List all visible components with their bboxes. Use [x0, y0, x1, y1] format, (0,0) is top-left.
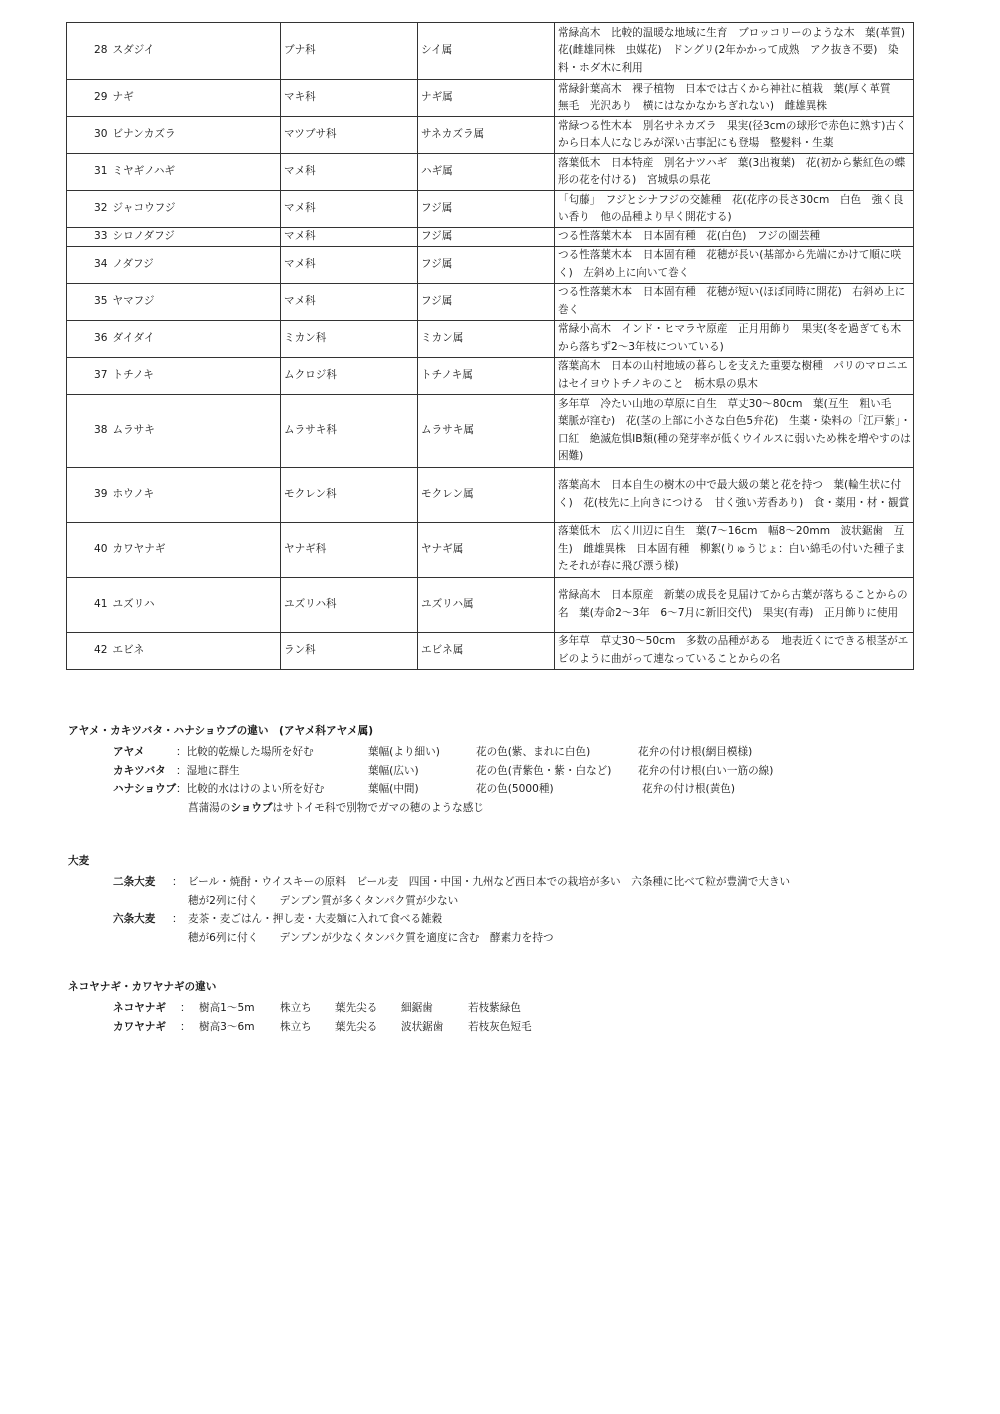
barley-row-nijo-2 — [68, 892, 459, 911]
iris-name: カキツバタ — [113, 764, 166, 777]
iris-habitat: ：比較的乾燥した場所を好む — [176, 746, 314, 758]
plant-description: つる性落葉木本 日本固有種 花穂が長い(基部から先端にかけて順に咲く) 左斜め上に向いて巻く — [555, 246, 914, 283]
plant-genus: フジ属 — [418, 246, 555, 283]
plant-family: ラン科 — [281, 632, 418, 669]
table-row — [67, 228, 914, 247]
plant-family: マメ科 — [281, 246, 418, 283]
plant-genus: シイ属 — [418, 23, 555, 80]
row-number: 38 — [67, 394, 110, 467]
table-row — [67, 577, 914, 632]
iris-section — [68, 722, 774, 817]
plant-family: マキ科 — [281, 80, 418, 117]
table-row — [67, 357, 914, 394]
row-number: 35 — [67, 283, 110, 320]
barley-row-rokujo — [68, 910, 443, 929]
plant-name: ヤマフジ — [110, 283, 281, 320]
plant-genus: ハギ属 — [418, 154, 555, 191]
plant-name: トチノキ — [110, 357, 281, 394]
plant-genus: ユズリハ属 — [418, 577, 555, 632]
iris-note-bold: ショウブ — [230, 801, 273, 814]
row-number: 32 — [67, 191, 110, 228]
iris-flower: 花の色(紫、まれに白色) — [476, 746, 591, 758]
willow-teeth: 波状鋸歯 — [401, 1020, 444, 1033]
plant-name: カワヤナギ — [110, 522, 281, 577]
plant-name: ムラサキ — [110, 394, 281, 467]
iris-base: 花弁の付け根(白い一筋の線) — [638, 764, 774, 777]
plant-genus: サネカズラ属 — [418, 117, 555, 154]
willow-form: 株立ち — [280, 1020, 312, 1033]
iris-note-prefix: 菖蒲湯の — [188, 801, 231, 814]
plant-description: 落葉低木 日本特産 別名ナツハギ 葉(3出複葉) 花(初から紫紅色の蝶形の花を付ける) 宮城県の県花 — [555, 154, 914, 191]
barley-row-nijo — [68, 873, 791, 892]
barley-name: 六条大麦 — [113, 913, 156, 925]
row-number: 37 — [67, 357, 110, 394]
plant-family: ムクロジ科 — [281, 357, 418, 394]
plant-name: ホウノキ — [110, 467, 281, 522]
plant-family: モクレン科 — [281, 467, 418, 522]
plant-description: 常緑高木 比較的温暖な地域に生育 ブロッコリーのような木 葉(革質) 花(雌雄同株 虫媒花) ドングリ(2年かかって成熟 アク抜き不要) 染料・ホダ木に利用 — [555, 23, 914, 80]
plant-description: 落葉高木 日本の山村地域の暮らしを支えた重要な樹種 パリのマロニエはセイヨウトチノキのこと 栃木県の県木 — [555, 357, 914, 394]
plant-name: ミヤギノハギ — [110, 154, 281, 191]
row-number: 42 — [67, 632, 110, 669]
plant-name: ジャコウフジ — [110, 191, 281, 228]
willow-branch: 若枝灰色短毛 — [468, 1020, 532, 1033]
iris-leaf: 葉幅(広い) — [368, 764, 419, 777]
table-row — [67, 467, 914, 522]
plant-genus: フジ属 — [418, 191, 555, 228]
table-row — [67, 283, 914, 320]
barley-line2: 穂が2列に付く デンプン質が多くタンパク質が少ない — [188, 894, 459, 907]
table-row — [67, 320, 914, 357]
plant-description: 多年草 冷たい山地の草原に自生 草丈30〜80cm 葉(互生 粗い毛 葉脈が窪む) 花(茎の上部に小さな白色5弁花) 生薬・染料の「江戸紫」・口紅 絶滅危惧IB類(種の発芽率が低くウイルスに弱いため株を増やすのは困難) — [555, 394, 914, 467]
willow-height: 樹高1〜5m — [199, 1002, 255, 1014]
table-row — [67, 246, 914, 283]
plant-family: マメ科 — [281, 154, 418, 191]
iris-note-text — [188, 799, 484, 818]
barley-colon: ： — [172, 913, 183, 925]
plant-name: ダイダイ — [110, 320, 281, 357]
row-number: 31 — [67, 154, 110, 191]
row-number: 28 — [67, 23, 110, 80]
willow-title: ネコヤナギ・カワヤナギの違い — [68, 981, 217, 993]
plant-family: ユズリハ科 — [281, 577, 418, 632]
plant-description: 「匂藤」 フジとシナフジの交雑種 花(花序の長さ30cm 白色 強く良い香り 他の品種より早く開花する) — [555, 191, 914, 228]
barley-section — [68, 852, 791, 947]
iris-leaf: 葉幅(より細い) — [368, 746, 440, 758]
plant-description: 常緑小高木 インド・ヒマラヤ原産 正月用飾り 果実(冬を過ぎても木から落ちず2〜3年枝についている) — [555, 320, 914, 357]
iris-leaf: 葉幅(中間) — [368, 783, 419, 795]
plant-description: 常緑つる性木本 別名サネカズラ 果実(径3cmの球形で赤色に熟す)古くから日本人になじみが深い古事記にも登場 整髪料・生薬 — [555, 117, 914, 154]
plant-name: スダジイ — [110, 23, 281, 80]
willow-row-neko — [68, 999, 521, 1018]
plant-description: 落葉高木 日本自生の樹木の中で最大級の葉と花を持つ 葉(輪生状に付く) 花(枝先に上向きにつける 甘く強い芳香あり) 食・薬用・材・観賞 — [555, 467, 914, 522]
plant-family: ヤナギ科 — [281, 522, 418, 577]
willow-leaf: 葉先尖る — [335, 1002, 378, 1014]
plant-genus: ナギ属 — [418, 80, 555, 117]
row-number: 36 — [67, 320, 110, 357]
plant-name: シロノダフジ — [110, 228, 281, 247]
willow-name: ネコヤナギ — [113, 1002, 166, 1014]
iris-flower: 花の色(5000種) — [476, 783, 554, 795]
plant-name: ユズリハ — [110, 577, 281, 632]
willow-row-kawa — [68, 1018, 532, 1037]
plant-genus: フジ属 — [418, 228, 555, 247]
plant-family: ミカン科 — [281, 320, 418, 357]
row-number: 30 — [67, 117, 110, 154]
plant-name: ノダフジ — [110, 246, 281, 283]
row-number: 34 — [67, 246, 110, 283]
iris-name: アヤメ — [113, 746, 145, 758]
iris-name: ハナショウブ — [113, 783, 177, 795]
table-row — [67, 632, 914, 669]
plant-description: 常緑針葉高木 裸子植物 日本では古くから神社に植栽 葉(厚く革質 無毛 光沢あり 横にはなかなかちぎれない) 雌雄異株 — [555, 80, 914, 117]
plant-genus: ヤナギ属 — [418, 522, 555, 577]
plant-description: つる性落葉木本 日本固有種 花(白色) フジの園芸種 — [555, 228, 914, 247]
table-row — [67, 522, 914, 577]
row-number: 39 — [67, 467, 110, 522]
barley-title: 大麦 — [68, 855, 90, 867]
row-number: 33 — [67, 228, 110, 247]
plant-name: ナギ — [110, 80, 281, 117]
plant-table — [66, 22, 914, 670]
table-row — [67, 117, 914, 154]
table-row — [67, 191, 914, 228]
plant-description: 多年草 草丈30〜50cm 多数の品種がある 地表近くにできる根茎がエビのように曲がって連なっていることからの名 — [555, 632, 914, 669]
plant-family: マメ科 — [281, 228, 418, 247]
willow-name: カワヤナギ — [113, 1020, 166, 1033]
willow-colon: ： — [180, 1020, 191, 1033]
table-row — [67, 23, 914, 80]
plant-genus: モクレン属 — [418, 467, 555, 522]
willow-teeth: 細鋸歯 — [401, 1002, 433, 1014]
iris-flower: 花の色(青紫色・紫・白など) — [476, 764, 612, 777]
iris-base: 花弁の付け根(黄色) — [642, 783, 736, 795]
row-number: 40 — [67, 522, 110, 577]
plant-genus: トチノキ属 — [418, 357, 555, 394]
plant-description: つる性落葉木本 日本固有種 花穂が短い(ほぼ同時に開花) 右斜め上に巻く — [555, 283, 914, 320]
iris-habitat: ：湿地に群生 — [176, 764, 240, 777]
barley-line1: ビール・焼酎・ウイスキーの原料 ビール麦 四国・中国・九州など西日本での栽培が多い 六条種に比べて粒が豊満で大きい — [188, 876, 791, 888]
willow-leaf: 葉先尖る — [335, 1020, 378, 1033]
iris-row-ayame — [68, 743, 753, 762]
barley-name: 二条大麦 — [113, 876, 156, 888]
plant-genus: フジ属 — [418, 283, 555, 320]
table-row — [67, 80, 914, 117]
willow-colon: ： — [180, 1002, 191, 1014]
iris-note — [68, 799, 484, 818]
barley-colon: ： — [172, 876, 183, 888]
plant-family: マメ科 — [281, 283, 418, 320]
plant-description: 常緑高木 日本原産 新葉の成長を見届けてから古葉が落ちることからの名 葉(寿命2〜3年 6〜7月に新旧交代) 果実(有毒) 正月飾りに使用 — [555, 577, 914, 632]
willow-section — [68, 978, 532, 1036]
row-number: 41 — [67, 577, 110, 632]
plant-name: エビネ — [110, 632, 281, 669]
row-number: 29 — [67, 80, 110, 117]
iris-note-suffix: はサトイモ科で別物でガマの穂のような感じ — [272, 801, 484, 814]
plant-family: マツブサ科 — [281, 117, 418, 154]
plant-table-body — [67, 23, 914, 670]
iris-habitat: ：比較的水はけのよい所を好む — [176, 783, 325, 795]
willow-form: 株立ち — [280, 1002, 312, 1014]
barley-line2: 穂が6列に付く デンプンが少なくタンパク質を適度に含む 酵素力を持つ — [188, 931, 554, 944]
iris-row-kakitsubata — [68, 762, 774, 781]
iris-base: 花弁の付け根(網目模様) — [638, 746, 753, 758]
iris-title: アヤメ・カキツバタ・ハナショウブの違い (アヤメ科アヤメ属) — [68, 725, 374, 737]
plant-family: マメ科 — [281, 191, 418, 228]
iris-row-hanashoubu — [68, 780, 736, 799]
table-row — [67, 154, 914, 191]
willow-height: 樹高3〜6m — [199, 1020, 255, 1033]
plant-description: 落葉低木 広く川辺に自生 葉(7〜16cm 幅8〜20mm 波状鋸歯 互生) 雌雄異株 日本固有種 柳絮(りゅうじょ：白い綿毛の付いた種子またそれが春に飛び漂う様) — [555, 522, 914, 577]
barley-row-rokujo-2 — [68, 929, 554, 948]
willow-branch: 若枝紫緑色 — [468, 1002, 521, 1014]
barley-line1: 麦茶・麦ごはん・押し麦・大麦麺に入れて食べる雑穀 — [188, 913, 443, 925]
plant-name: ビナンカズラ — [110, 117, 281, 154]
table-row — [67, 394, 914, 467]
plant-genus: ミカン属 — [418, 320, 555, 357]
plant-genus: ムラサキ属 — [418, 394, 555, 467]
plant-genus: エビネ属 — [418, 632, 555, 669]
plant-family: ブナ科 — [281, 23, 418, 80]
plant-family: ムラサキ科 — [281, 394, 418, 467]
